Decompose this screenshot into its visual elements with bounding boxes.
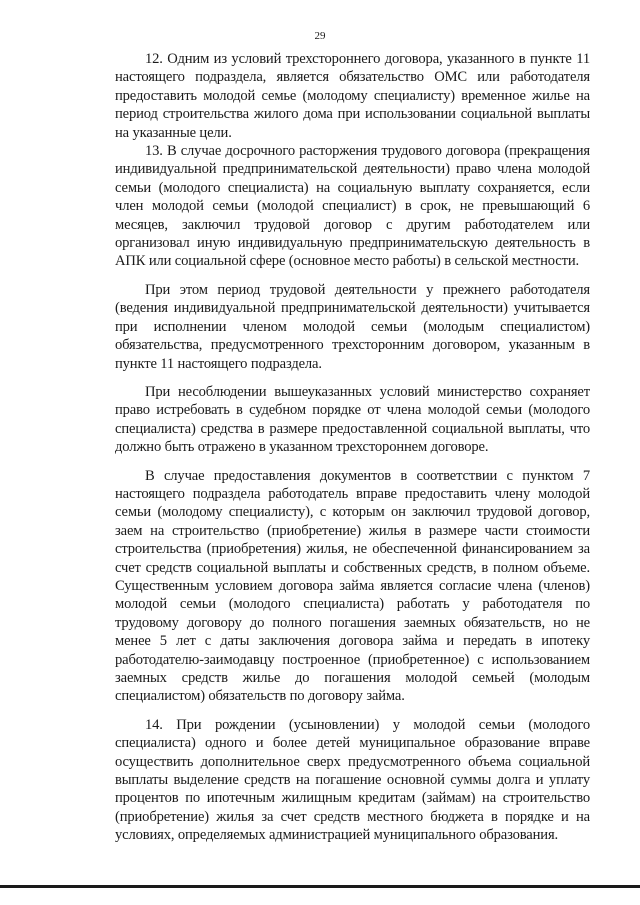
- paragraph-13: 13. В случае досрочного расторжения трудового договора (прекращения индивидуальной предпринимательской деятельности) право члена молодой семьи (молодого специалиста) на социальную выплату сохраняется, если член молодой семьи (молодой специалист) в срок, не превышающий 6 месяцев, заключил трудовой договор с другим работодателем или организовал иную индивидуальную предпринимательскую деятельность в АПК или социальной сфере (основное место работы) в сельской местности.: [115, 143, 590, 270]
- paragraph-12: 12. Одним из условий трехстороннего договора, указанного в пункте 11 настоящего подраздела, является обязательство ОМС или работодателя предоставить молодой семье (молодому специалисту) временное жилье на период строительства жилого дома при использовании социальной выплаты на указанные цели.: [115, 51, 590, 141]
- page-number: 29: [314, 30, 326, 42]
- paragraph-employer-loan: В случае предоставления документов в соответствии с пунктом 7 настоящего подраздела работодатель вправе предоставить члену молодой семьи (молодому специалисту), с которым он заключил трудовой договор, заем на строительство (приобретение) жилья в размере части стоимости строительства (приобретения) жилья, не обеспеченной финансированием за счет средств социальной выплаты и собственных средств, в полном объеме. Существенным условием договора займа является согласие члена (членов) молодой семьи (молодого специалиста) работать у работодателя по трудовому договору до полного погашения заемных обязательств, но не менее 5 лет с даты заключения договора займа и передать в ипотеку работодателю-заимодавцу построенное (приобретенное) с использованием заемных средств жилье до погашения молодой семьей (молодым специалистом) обязательств по договору займа.: [115, 467, 590, 705]
- document-body: [115, 50, 590, 845]
- bottom-rule: [0, 885, 640, 888]
- paragraph-previous-employment: При этом период трудовой деятельности у прежнего работодателя (ведения индивидуальной предпринимательской деятельности) учитывается при исполнении членом молодой семьи (молодым специалистом) обязательства, предусмотренного трехсторонним договором, указанным в пункте 11 настоящего подраздела.: [115, 281, 590, 372]
- paragraph-noncompliance: При несоблюдении вышеуказанных условий министерство сохраняет право истребовать в судебном порядке от члена молодой семьи (молодого специалиста) средства в размере предоставленной социальной выплаты, что должно быть отражено в указанном трехстороннем договоре.: [115, 383, 590, 456]
- paragraph-14: 14. При рождении (усыновлении) у молодой семьи (молодого специалиста) одного и более детей муниципальное образование вправе осуществить дополнительное сверх предусмотренного объема социальной выплаты выделение средств на погашение основной суммы долга и уплату процентов по ипотечным жилищным кредитам (займам) на строительство (приобретение) жилья за счет средств местного бюджета в порядке и на условиях, определяемых администрацией муниципального образования.: [115, 716, 590, 844]
